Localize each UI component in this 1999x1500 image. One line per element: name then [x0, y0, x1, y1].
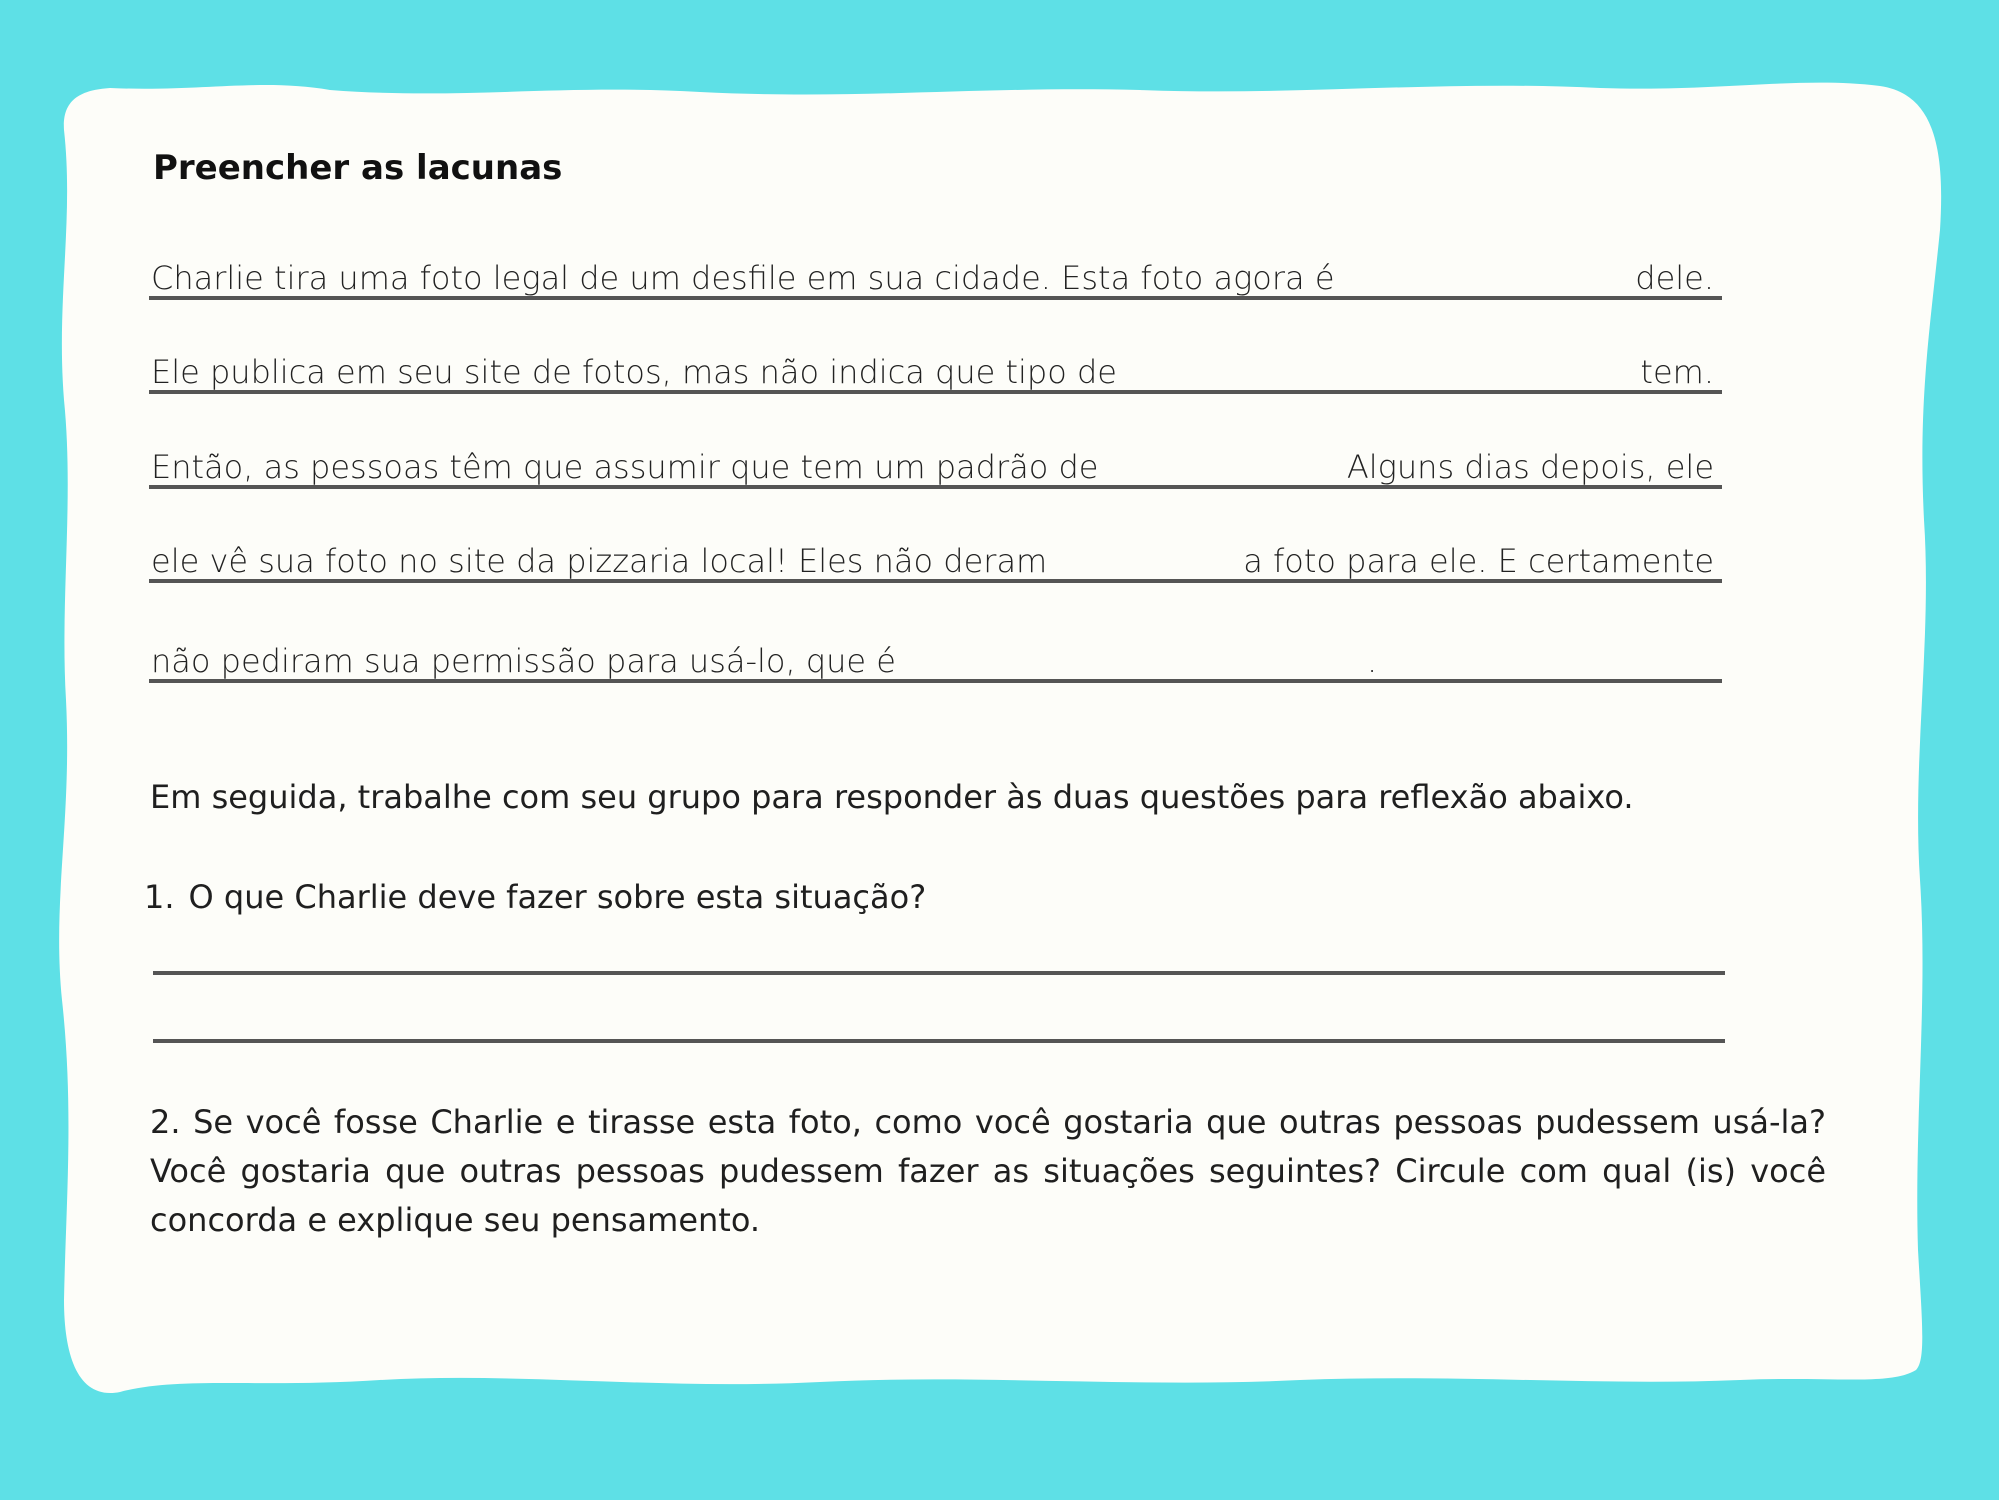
question-1-text: O que Charlie deve fazer sobre esta situação? [188, 878, 927, 916]
answer-line-1[interactable] [153, 971, 1725, 975]
fill-line-3-text: Então, as pessoas têm que assumir que tem um padrão de [151, 448, 1099, 486]
fill-line-5 [149, 623, 1722, 683]
fill-line-1-text: Charlie tira uma foto legal de um desfile em sua cidade. Esta foto agora é [151, 259, 1335, 297]
fill-line-3-end: Alguns dias depois, ele [1346, 448, 1714, 486]
question-1 [144, 878, 926, 916]
fill-line-5-text: não pediram sua permissão para usá-lo, que é [151, 642, 896, 680]
worksheet-title: Preencher as lacunas [153, 148, 563, 188]
question-2: 2. Se você fosse Charlie e tirasse esta foto, como você gostaria que outras pessoas pudessem usá-la? Você gostaria que outras pessoas pudessem fazer as situações seguintes? Circule com qual (is) você concorda e explique seu pensamento. [150, 1103, 1826, 1239]
fill-line-5-end: . [1367, 642, 1378, 680]
fill-line-4-end: a foto para ele. E certamente [1243, 542, 1714, 580]
fill-line-1-end: dele. [1635, 259, 1714, 297]
fill-line-4-text: ele vê sua foto no site da pizzaria local! Eles não deram [151, 542, 1048, 580]
fill-line-2 [149, 334, 1722, 394]
instruction-text: Em seguida, trabalhe com seu grupo para responder às duas questões para reflexão abaixo. [150, 778, 1634, 816]
fill-line-3 [149, 429, 1722, 489]
answer-line-2[interactable] [153, 1039, 1725, 1043]
fill-line-2-text: Ele publica em seu site de fotos, mas não indica que tipo de [151, 353, 1117, 391]
fill-line-1 [149, 240, 1722, 300]
fill-line-4 [149, 523, 1722, 583]
fill-line-2-end: tem. [1640, 353, 1714, 391]
question-1-number: 1. [144, 878, 175, 916]
